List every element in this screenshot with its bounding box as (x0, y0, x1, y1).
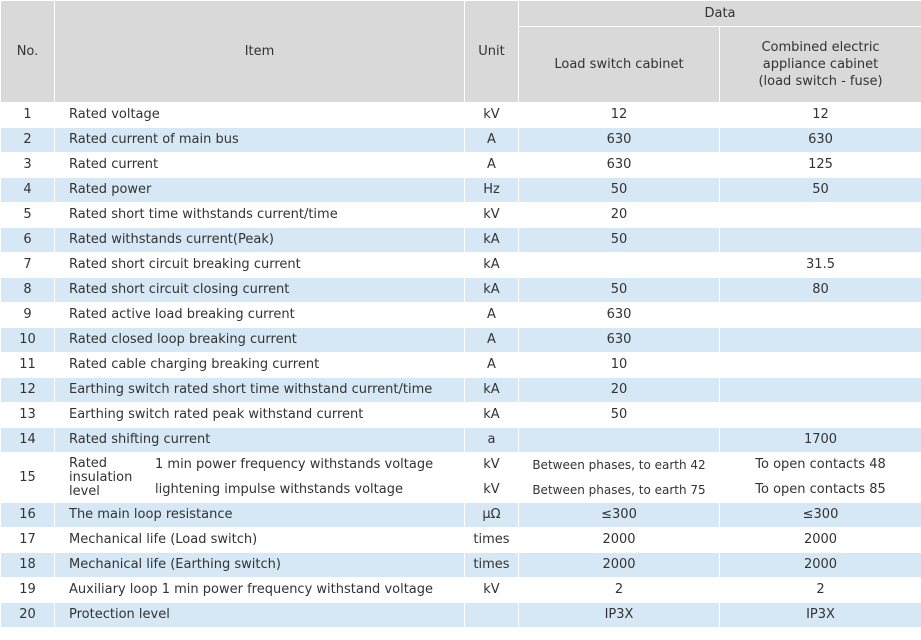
row-item: Auxiliary loop 1 min power frequency withstand voltage (55, 578, 465, 603)
row-unit: kV (465, 453, 519, 478)
row-number: 18 (1, 553, 55, 578)
row-unit: a (465, 428, 519, 453)
table-row (1, 203, 921, 228)
row-item: Rated short circuit closing current (55, 278, 465, 303)
row-load-switch-value: 630 (519, 128, 720, 153)
row-number: 16 (1, 503, 55, 528)
row-unit: A (465, 353, 519, 378)
row-item: Rated closed loop breaking current (55, 328, 465, 353)
row-unit: kA (465, 278, 519, 303)
row-combined-value: 125 (720, 153, 921, 178)
row-item: Rated withstands current(Peak) (55, 228, 465, 253)
row-load-switch-value: Between phases, to earth 75 (519, 478, 720, 503)
row-item: Mechanical life (Earthing switch) (55, 553, 465, 578)
row-number: 7 (1, 253, 55, 278)
header-unit: Unit (465, 1, 519, 103)
row-item: Rated power (55, 178, 465, 203)
row-item: The main loop resistance (55, 503, 465, 528)
row-item: 1 min power frequency withstands voltage (147, 453, 465, 478)
header-load-switch-cabinet: Load switch cabinet (519, 27, 720, 103)
row-item: lightening impulse withstands voltage (147, 478, 465, 503)
table-row (1, 178, 921, 203)
row-unit: A (465, 128, 519, 153)
row-number: 20 (1, 603, 55, 628)
row-load-switch-value: 10 (519, 353, 720, 378)
table-row (1, 553, 921, 578)
row-combined-value: 630 (720, 128, 921, 153)
table-body (1, 103, 921, 628)
row-load-switch-value: Between phases, to earth 42 (519, 453, 720, 478)
row-unit: kA (465, 378, 519, 403)
row-number: 4 (1, 178, 55, 203)
table-row (1, 253, 921, 278)
table-row (1, 328, 921, 353)
row-unit: kV (465, 578, 519, 603)
row-item: Mechanical life (Load switch) (55, 528, 465, 553)
row-combined-value (720, 353, 921, 378)
row-item: Rated short time withstands current/time (55, 203, 465, 228)
row-combined-value: 31.5 (720, 253, 921, 278)
row-load-switch-value: 630 (519, 153, 720, 178)
row-load-switch-value: 630 (519, 303, 720, 328)
row-combined-value: 2000 (720, 528, 921, 553)
row-number: 2 (1, 128, 55, 153)
row-combined-value: 1700 (720, 428, 921, 453)
header-combined-cabinet (720, 27, 921, 103)
insulation-label-line1: Rated (69, 455, 108, 471)
header-no: No. (1, 1, 55, 103)
row-combined-value: 2000 (720, 553, 921, 578)
header-combined-line2: appliance cabinet (762, 57, 879, 72)
row-item: Rated cable charging breaking current (55, 353, 465, 378)
row-load-switch-value: 50 (519, 403, 720, 428)
row-unit: μΩ (465, 503, 519, 528)
row-number: 10 (1, 328, 55, 353)
row-combined-value (720, 328, 921, 353)
row-combined-value (720, 403, 921, 428)
row-number: 9 (1, 303, 55, 328)
table-row (1, 103, 921, 128)
table-row (1, 378, 921, 403)
row-unit: kA (465, 403, 519, 428)
row-combined-value: 80 (720, 278, 921, 303)
row-unit: Hz (465, 178, 519, 203)
row-combined-value: 50 (720, 178, 921, 203)
row-number: 19 (1, 578, 55, 603)
row-load-switch-value: ≤300 (519, 503, 720, 528)
row-combined-value: 2 (720, 578, 921, 603)
row-combined-value: IP3X (720, 603, 921, 628)
row-load-switch-value: 50 (519, 228, 720, 253)
row-unit: A (465, 328, 519, 353)
row-number: 13 (1, 403, 55, 428)
row-item: Rated shifting current (55, 428, 465, 453)
table-row (1, 278, 921, 303)
row-unit: A (465, 303, 519, 328)
row-item: Rated current of main bus (55, 128, 465, 153)
row-load-switch-value: 20 (519, 378, 720, 403)
row-load-switch-value: IP3X (519, 603, 720, 628)
row-load-switch-value: 20 (519, 203, 720, 228)
header-combined-line3: (load switch - fuse) (758, 74, 883, 89)
row-number: 8 (1, 278, 55, 303)
insulation-label-line3: level (69, 483, 100, 499)
header-data: Data (519, 1, 921, 27)
table-row (1, 303, 921, 328)
row-unit: kV (465, 478, 519, 503)
row-item: Rated current (55, 153, 465, 178)
row-number: 6 (1, 228, 55, 253)
row-combined-value (720, 378, 921, 403)
row-combined-value (720, 228, 921, 253)
table-row (1, 428, 921, 453)
row-unit: kV (465, 203, 519, 228)
row-unit: kA (465, 228, 519, 253)
row-number: 14 (1, 428, 55, 453)
table-row (1, 403, 921, 428)
row-unit: A (465, 153, 519, 178)
row-number: 17 (1, 528, 55, 553)
row-combined-value (720, 303, 921, 328)
row-combined-value: To open contacts 48 (720, 453, 921, 478)
row-number: 12 (1, 378, 55, 403)
row-load-switch-value: 2000 (519, 553, 720, 578)
table-row (1, 353, 921, 378)
row-combined-value: ≤300 (720, 503, 921, 528)
row-item: Protection level (55, 603, 465, 628)
row-load-switch-value: 630 (519, 328, 720, 353)
row-combined-value: To open contacts 85 (720, 478, 921, 503)
table-row (1, 578, 921, 603)
row-item: Earthing switch rated short time withstand current/time (55, 378, 465, 403)
row-unit: times (465, 553, 519, 578)
table-row (1, 153, 921, 178)
row-insulation-label (55, 453, 147, 503)
row-combined-value (720, 203, 921, 228)
row-unit: kV (465, 103, 519, 128)
row-item: Rated voltage (55, 103, 465, 128)
row-number: 15 (1, 453, 55, 503)
row-load-switch-value: 2000 (519, 528, 720, 553)
row-number: 5 (1, 203, 55, 228)
row-item: Rated short circuit breaking current (55, 253, 465, 278)
row-item: Rated active load breaking current (55, 303, 465, 328)
row-unit: kA (465, 253, 519, 278)
header-combined-line1: Combined electric (761, 40, 880, 55)
table-row (1, 453, 921, 478)
row-unit (465, 603, 519, 628)
table-row (1, 228, 921, 253)
row-load-switch-value: 12 (519, 103, 720, 128)
row-load-switch-value: 50 (519, 178, 720, 203)
row-item: Earthing switch rated peak withstand current (55, 403, 465, 428)
insulation-label-line2: insulation (69, 469, 133, 485)
header-item: Item (55, 1, 465, 103)
row-load-switch-value (519, 253, 720, 278)
row-unit: times (465, 528, 519, 553)
row-load-switch-value: 50 (519, 278, 720, 303)
row-load-switch-value (519, 428, 720, 453)
table-row (1, 603, 921, 628)
table-row (1, 503, 921, 528)
row-number: 11 (1, 353, 55, 378)
table-row (1, 528, 921, 553)
table-row (1, 128, 921, 153)
row-combined-value: 12 (720, 103, 921, 128)
row-number: 3 (1, 153, 55, 178)
row-number: 1 (1, 103, 55, 128)
row-load-switch-value: 2 (519, 578, 720, 603)
